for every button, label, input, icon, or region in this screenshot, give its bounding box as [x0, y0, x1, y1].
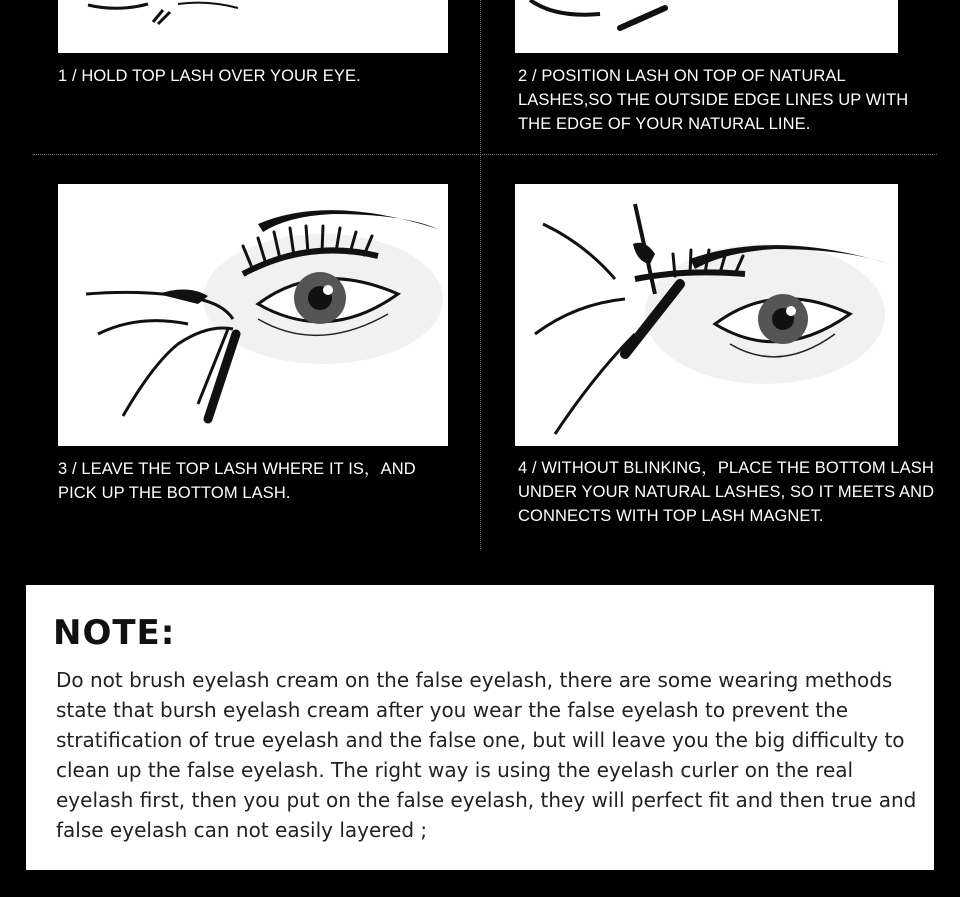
- step3-caption: 3 / LEAVE THE TOP LASH WHERE IT IS，AND PICK UP THE BOTTOM LASH.: [58, 460, 416, 502]
- eye-lash-illustration: [58, 184, 448, 446]
- eye-illustration-cropped: [515, 0, 898, 53]
- note-box: [26, 585, 934, 870]
- step2-illustration: [515, 0, 898, 53]
- step1-illustration: [58, 0, 448, 53]
- horizontal-divider: [33, 154, 937, 155]
- note-title: NOTE:: [53, 613, 176, 653]
- step1-caption: 1 / HOLD TOP LASH OVER YOUR EYE.: [58, 67, 361, 85]
- step3-illustration: [58, 184, 448, 446]
- eye-lash-illustration: [515, 184, 898, 446]
- vertical-divider: [480, 0, 481, 549]
- eye-illustration-cropped: [58, 0, 448, 53]
- step4-illustration: [515, 184, 898, 446]
- step4-caption: 4 / WITHOUT BLINKING，PLACE THE BOTTOM LASH UNDER YOUR NATURAL LASHES, SO IT MEETS AND CONNECTS WITH TOP LASH MAGNET.: [518, 459, 935, 525]
- step2-caption: 2 / POSITION LASH ON TOP OF NATURAL LASHES,SO THE OUTSIDE EDGE LINES UP WITH THE EDGE OF YOUR NATURAL LINE.: [518, 67, 909, 133]
- note-body: Do not brush eyelash cream on the false eyelash, there are some wearing methods state that bursh eyelash cream after you wear the false eyelash to prevent the stratification of true eyelash and the false one, but will leave you the big difficulty to clean up the false eyelash. The right way is using the eyelash curler on the real eyelash first, then you put on the false eyelash, they will perfect fit and then true and false eyelash can not easily layered ;: [56, 668, 917, 842]
